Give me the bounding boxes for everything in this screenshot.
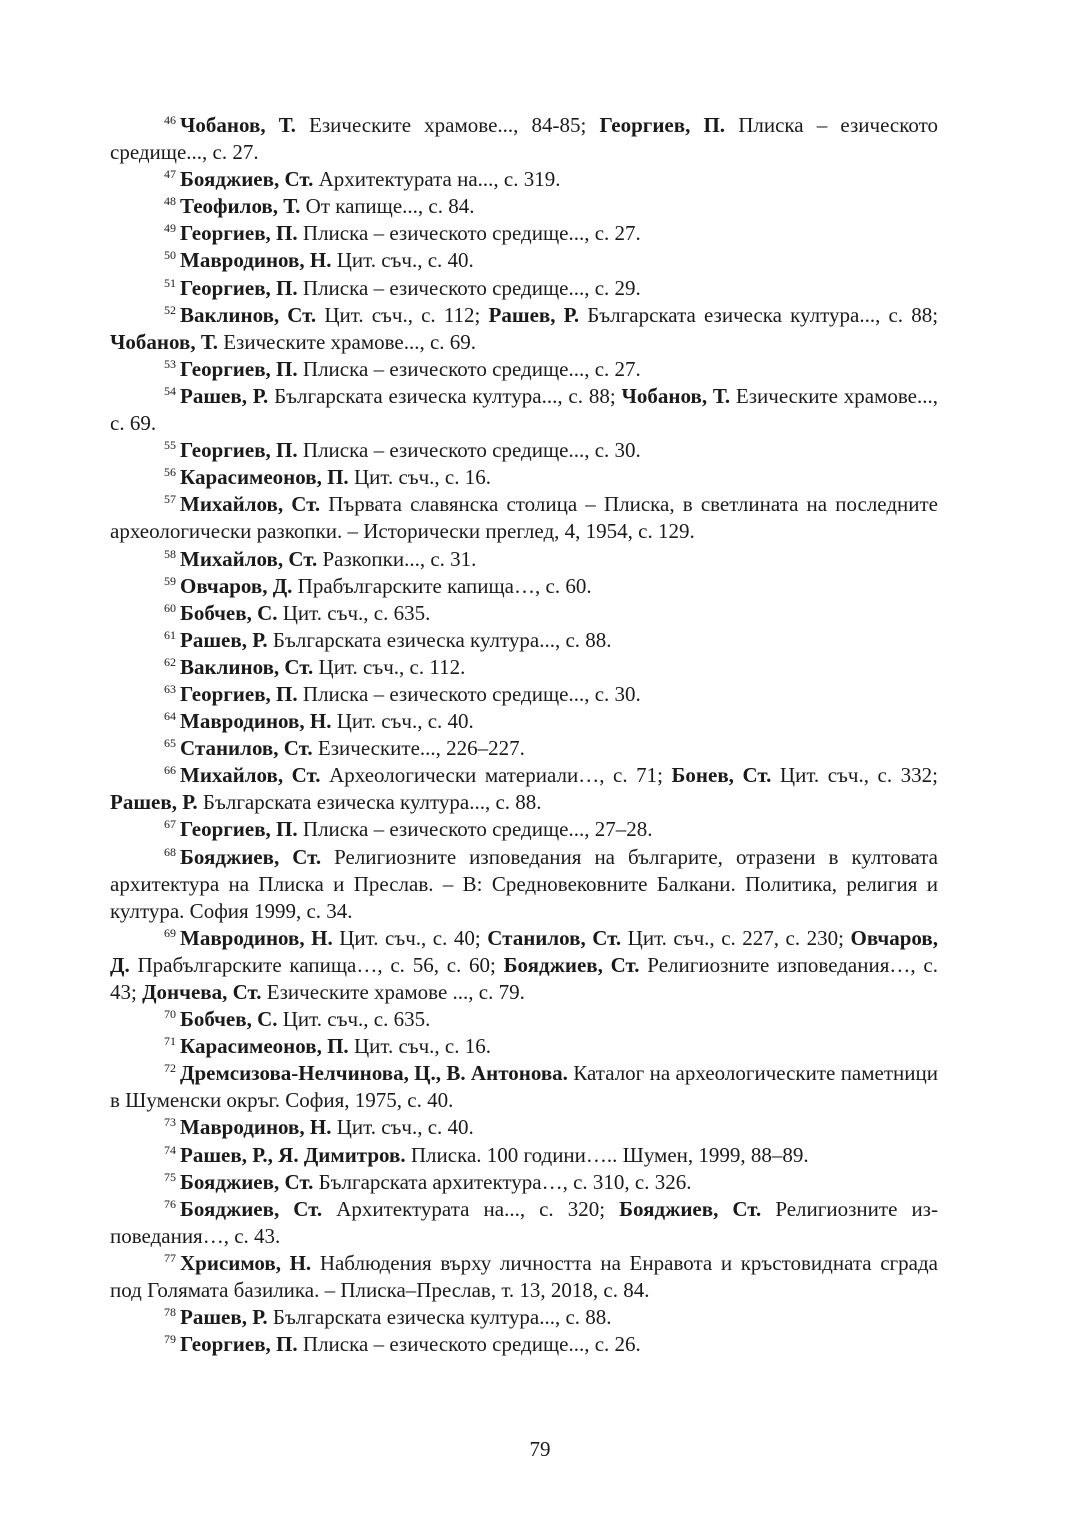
- footnote-author: Бояджиев, Ст.: [180, 844, 322, 869]
- footnote: [110, 600, 938, 627]
- footnote: [110, 681, 938, 708]
- footnote-author: Теофилов, Т.: [180, 194, 301, 219]
- footnote-text: Езическите..., 226–227.: [312, 736, 525, 761]
- footnote: [110, 573, 938, 600]
- footnote-number: 64: [164, 709, 176, 724]
- footnote-number: 78: [164, 1305, 176, 1320]
- footnote: [110, 166, 938, 193]
- footnote-text: Българската езическа култура..., с. 88.: [197, 790, 542, 815]
- footnote-text: Цит. съч., с. 112.: [313, 654, 466, 679]
- footnote-text: Плиска – езическото средище..., с. 30.: [297, 681, 641, 706]
- footnote-author: Мавродинов, Н.: [180, 925, 333, 950]
- footnote-number: 51: [164, 275, 176, 290]
- footnote-number: 59: [164, 573, 176, 588]
- footnote-author: Хрисимов, Н.: [180, 1250, 312, 1275]
- footnote-number: 67: [164, 817, 176, 832]
- footnote-author: Георгиев, П.: [180, 438, 298, 463]
- footnote-text: Плиска – езическото средище..., с. 27.: [297, 356, 641, 381]
- footnote-author: Бонев, Ст.: [671, 763, 772, 788]
- footnote-author: Бояджиев, Ст.: [180, 167, 314, 192]
- footnote: [110, 1006, 938, 1033]
- footnote-author: Георгиев, П.: [180, 817, 298, 842]
- footnote-text: Цит. съч., с. 40.: [331, 709, 474, 734]
- footnote-author: Бобчев, С.: [180, 600, 278, 625]
- footnotes-list: [110, 112, 938, 1358]
- footnote-number: 69: [164, 925, 176, 940]
- footnote-number: 65: [164, 736, 176, 751]
- footnote-text: Цит. съч., с. 16.: [348, 465, 492, 490]
- footnote-number: 76: [164, 1196, 176, 1211]
- footnote-author: Чобанов, Т.: [180, 113, 296, 137]
- footnote-text: Плиска – езическото средище..., с. 30.: [297, 438, 641, 463]
- footnote-text: Езическите храмове..., с. 69.: [110, 383, 939, 436]
- footnote: [110, 1304, 938, 1331]
- footnote: [110, 627, 938, 654]
- footnote: [110, 383, 938, 437]
- footnote-author: Ваклинов, Ст.: [180, 302, 317, 327]
- footnote-text: Цит. съч., с. 40.: [331, 248, 474, 273]
- footnote-text: Българската езическа култура..., с. 88.: [267, 627, 612, 652]
- footnote: [110, 844, 938, 925]
- footnote: [110, 275, 938, 302]
- footnote-author: Георгиев, П.: [599, 113, 726, 137]
- footnote-text: Каталог на археологическите паметници в Шуменски окръг. София, 1975, с. 40.: [110, 1061, 938, 1113]
- footnote-number: 46: [164, 113, 176, 127]
- footnote-text: Религиозните изповедания…, с. 43.: [110, 1196, 938, 1248]
- footnote-author: Овчаров, Д.: [110, 925, 938, 977]
- footnote-text: Българската езическа култура..., с. 88.: [267, 1305, 612, 1330]
- footnote: [110, 735, 938, 762]
- footnote-number: 60: [164, 600, 176, 615]
- footnote-text: Религиозните изповедания…, с. 43;: [110, 952, 938, 1004]
- footnote-text: Наблюдения върху личността на Енравота и кръстовидната сграда под Голямата базилика. – Плиска–Преслав, т. 13, 2018, с. 84.: [110, 1250, 938, 1303]
- footnote-text: Българската архитектура…, с. 310, с. 326.: [313, 1169, 692, 1194]
- footnote-number: 77: [164, 1250, 176, 1265]
- footnote-number: 58: [164, 546, 176, 561]
- footnote-author: Карасимеонов, П.: [180, 1034, 349, 1059]
- footnote: [110, 302, 938, 356]
- footnote: [110, 1250, 938, 1304]
- footnote: [110, 1033, 938, 1060]
- footnote-author: Рашев, Р.: [110, 790, 198, 815]
- footnote-text: Плиска – езическото средище..., с. 29.: [297, 275, 641, 300]
- footnote-number: 75: [164, 1169, 176, 1184]
- footnote-number: 74: [164, 1142, 176, 1157]
- footnote-text: Архитектурата на..., с. 319.: [313, 167, 561, 192]
- footnote: [110, 1169, 938, 1196]
- footnote-author: Георгиев, П.: [180, 221, 298, 246]
- footnote-author: Дремсизова-Нелчинова, Ц., В. Антонова.: [180, 1061, 568, 1086]
- footnote: [110, 193, 938, 220]
- footnote-author: Овчаров, Д.: [180, 573, 293, 598]
- footnote: [110, 491, 938, 545]
- footnote-number: 50: [164, 248, 176, 263]
- footnote-text: Българската езическа култура..., с. 88;: [579, 302, 939, 327]
- footnote: [110, 464, 938, 491]
- footnote-text: Езическите храмове..., с. 69.: [217, 329, 477, 354]
- footnote: [110, 1114, 938, 1141]
- footnote-text: Езическите храмове ..., с. 79.: [261, 980, 525, 1004]
- footnote-author: Мавродинов, Н.: [180, 1115, 332, 1140]
- footnote-text: Архитектурата на..., с. 320;: [322, 1196, 620, 1221]
- footnote: [110, 247, 938, 274]
- footnote: [110, 437, 938, 464]
- footnote-author: Чобанов, Т.: [621, 383, 731, 408]
- footnote-text: Плиска – езическото средище..., с. 26.: [297, 1332, 641, 1357]
- footnote-author: Михайлов, Ст.: [180, 763, 321, 788]
- footnote-author: Рашев, Р.: [180, 1305, 268, 1330]
- footnote: [110, 1142, 938, 1169]
- footnote-number: 57: [164, 492, 176, 507]
- footnote-author: Станилов, Ст.: [180, 736, 313, 761]
- footnote-text: Цит. съч., с. 16.: [348, 1034, 492, 1059]
- footnote-text: Прабългарските капища…, с. 60.: [292, 573, 592, 598]
- footnote: [110, 708, 938, 735]
- footnote-author: Ваклинов, Ст.: [180, 654, 314, 679]
- footnote-text: Плиска – езическото средище..., с. 27.: [110, 113, 938, 165]
- footnote-number: 55: [164, 438, 176, 453]
- footnote-text: Разкопки..., с. 31.: [317, 546, 477, 571]
- footnote-number: 56: [164, 465, 176, 480]
- footnote-text: Археологически материали…, с. 71;: [320, 763, 672, 788]
- footnote-number: 68: [164, 844, 176, 859]
- footnote-text: Българската езическа култура..., с. 88;: [268, 383, 622, 408]
- footnote-text: Прабългарските капища…, с. 56, с. 60;: [129, 952, 504, 977]
- footnote-author: Мавродинов, Н.: [180, 248, 332, 273]
- footnote-text: Плиска. 100 години….. Шумен, 1999, 88–89.: [405, 1142, 809, 1167]
- footnote-author: Рашев, Р.: [488, 302, 580, 327]
- footnote-number: 53: [164, 356, 176, 371]
- footnote-text: Цит. съч., с. 635.: [277, 1007, 431, 1032]
- footnote-author: Бояджиев, Ст.: [180, 1169, 314, 1194]
- footnote-text: Езическите храмове..., 84-85;: [295, 113, 600, 137]
- footnote-number: 79: [164, 1332, 176, 1347]
- footnote-number: 47: [164, 167, 176, 182]
- footnote: [110, 112, 938, 166]
- footnote: [110, 762, 938, 816]
- footnote-number: 49: [164, 221, 176, 236]
- footnote-text: Религиозните изповедания на българите, отразени в култовата архитектура на Плиска и Преслав. – В: Средновековните Балкани. Политика, религия и култура. София 1999, с. 34.: [110, 844, 938, 923]
- footnote-text: Плиска – езическото средище..., с. 27.: [297, 221, 641, 246]
- footnote-author: Бояджиев, Ст.: [503, 952, 640, 977]
- footnote-author: Георгиев, П.: [180, 356, 298, 381]
- footnote-author: Михайлов, Ст.: [180, 492, 321, 517]
- footnote-text: От капище..., с. 84.: [300, 194, 475, 219]
- footnote-author: Георгиев, П.: [180, 681, 298, 706]
- footnote-number: 71: [164, 1034, 176, 1049]
- footnote-text: Цит. съч., с. 635.: [277, 600, 431, 625]
- footnote-number: 63: [164, 681, 176, 696]
- footnote-number: 72: [164, 1061, 176, 1076]
- footnote-text: Цит. съч., с. 40;: [332, 925, 488, 950]
- footnote-author: Станилов, Ст.: [487, 925, 622, 950]
- footnote: [110, 220, 938, 247]
- page-number: 79: [529, 1437, 551, 1461]
- footnote: [110, 1060, 938, 1114]
- footnote-author: Рашев, Р.: [180, 627, 268, 652]
- footnote-author: Мавродинов, Н.: [180, 709, 332, 734]
- footnote-text: Плиска – езическото средище..., 27–28.: [297, 817, 653, 842]
- footnote-author: Бобчев, С.: [180, 1007, 278, 1032]
- footnote-author: Рашев, Р.: [180, 383, 269, 408]
- footnote-number: 54: [164, 383, 176, 398]
- footnote-number: 70: [164, 1007, 176, 1022]
- footnote-author: Бояджиев, Ст.: [619, 1196, 762, 1221]
- footnote-number: 66: [164, 763, 176, 778]
- footnote-number: 62: [164, 654, 176, 669]
- footnote: [110, 1331, 938, 1358]
- footnote-author: Георгиев, П.: [180, 1332, 298, 1357]
- footnote-text: Цит. съч., с. 40.: [331, 1115, 474, 1140]
- footnote-author: Рашев, Р., Я. Димитров.: [180, 1142, 406, 1167]
- footnote-author: Чобанов, Т.: [110, 329, 218, 354]
- footnote: [110, 654, 938, 681]
- footnote: [110, 1196, 938, 1250]
- footnote-number: 61: [164, 627, 176, 642]
- footnote: [110, 546, 938, 573]
- footnote-text: Цит. съч., с. 332;: [771, 763, 938, 788]
- footnote: [110, 925, 938, 1006]
- footnote-author: Бояджиев, Ст.: [180, 1196, 323, 1221]
- footnote-number: 48: [164, 194, 176, 209]
- footnote: [110, 356, 938, 383]
- footnote-author: Михайлов, Ст.: [180, 546, 318, 571]
- footnote-number: 73: [164, 1115, 176, 1130]
- footnote-author: Георгиев, П.: [180, 275, 298, 300]
- footnote-author: Карасимеонов, П.: [180, 465, 349, 490]
- footnote-text: Цит. съч., с. 112;: [316, 302, 489, 327]
- footnote: [110, 816, 938, 843]
- footnote-number: 52: [164, 302, 176, 317]
- footnote-author: Дончева, Ст.: [142, 980, 262, 1004]
- footnote-text: Първата славянска столица – Плиска, в светлината на последните археологически разкопки. – Исторически преглед, 4, 1954, с. 129.: [110, 492, 939, 544]
- footnote-text: Цит. съч., с. 227, с. 230;: [621, 925, 851, 950]
